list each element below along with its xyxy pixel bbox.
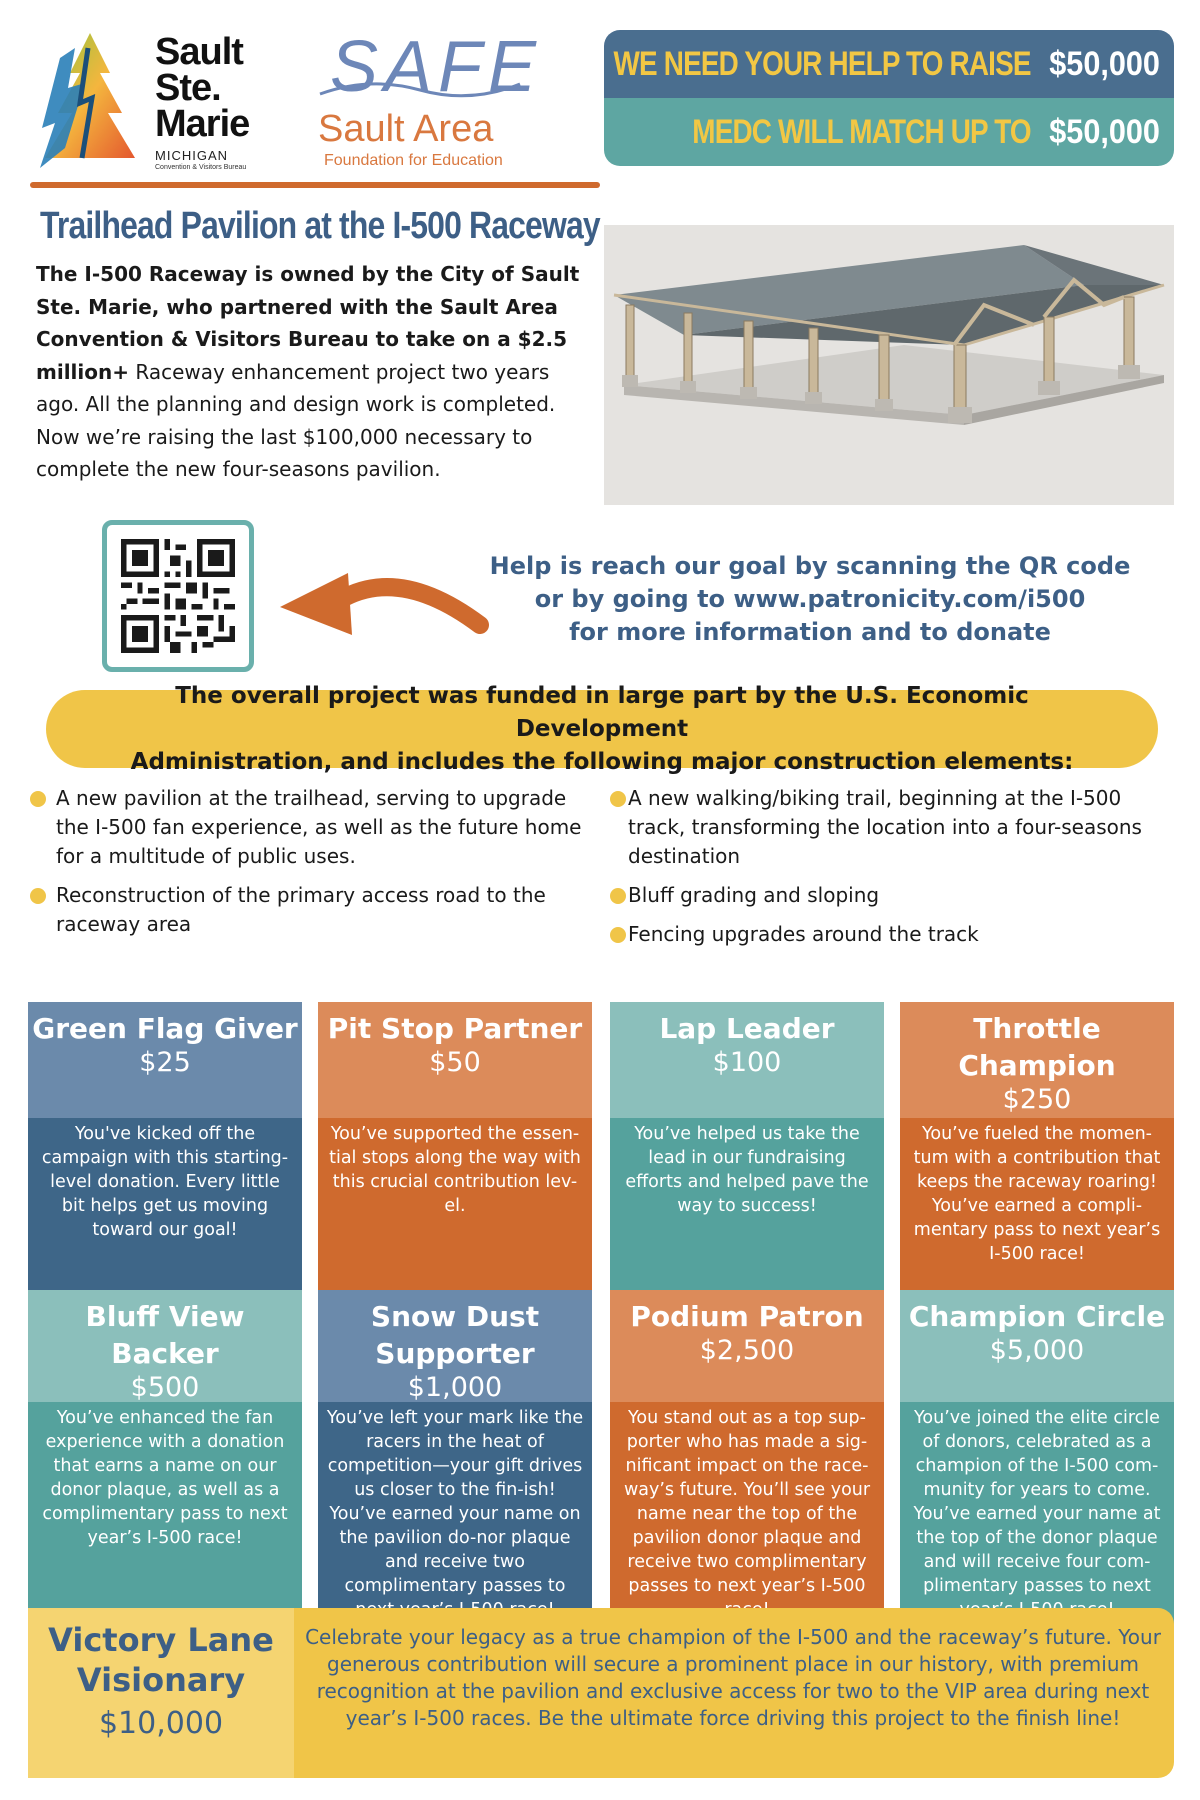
wave-icon [320, 76, 520, 106]
pavilion-illustration-icon [604, 225, 1174, 505]
tier-name: Snow Dust Supporter [370, 1300, 540, 1370]
tier-description: You’ve helped us take the lead in our fundraising efforts and helped pave the way to success! [610, 1118, 884, 1388]
bullet-text: Fencing upgrades around the track [628, 922, 979, 946]
safe-logo [310, 26, 543, 176]
victory-name-line-1: Victory Lane [48, 1621, 274, 1659]
pavilion-rendering [604, 225, 1174, 505]
pine-tree-logo-icon [30, 28, 150, 178]
intro-paragraph [36, 258, 596, 486]
bullet-icon [30, 791, 46, 807]
safe-wordmark: SAFE [330, 27, 543, 107]
match-text: MEDC WILL MATCH UP TO [692, 112, 1032, 151]
safe-tagline: Foundation for Education [324, 152, 503, 169]
victory-amount: $10,000 [98, 1706, 224, 1741]
tier-name: Throttle Champion [958, 1012, 1116, 1082]
tier-snow-dust-supporter [318, 1290, 592, 1596]
raise-banner [604, 30, 1174, 98]
bullet-text: A new walking/biking trail, beginning at the I-500 track, transforming the location into a four-seasons destination [628, 786, 1142, 868]
tier-amount: $250 [1002, 1084, 1072, 1115]
cta-line-2[interactable]: or by going to www.patronicity.com/i500 [534, 585, 1086, 613]
sault-ste-marie-logo [30, 28, 270, 178]
cta-line-1: Help is reach our goal by scanning the QR code [489, 552, 1131, 580]
tier-champion-circle [900, 1290, 1174, 1596]
victory-title-block [28, 1608, 294, 1778]
list-item [28, 784, 588, 871]
logo1-state: MICHIGAN [155, 148, 228, 163]
tier-name: Podium Patron [630, 1300, 864, 1333]
tier-description: You’ve supported the essen-tial stops along the way with this crucial contribution lev-el. [318, 1118, 592, 1388]
tier-amount: $5,000 [989, 1335, 1085, 1366]
qr-code[interactable] [102, 520, 254, 672]
tier-description: You’ve fueled the momen-tum with a contribution that keeps the raceway roaring! You’ve earned a compli-mentary pass to next year’s I-500 race! [900, 1118, 1174, 1388]
tier-victory-lane-visionary [28, 1608, 1174, 1778]
bullet-text: Reconstruction of the primary access road to the raceway area [56, 883, 546, 936]
tier-amount: $50 [429, 1047, 481, 1078]
tier-pit-stop-partner [318, 1002, 592, 1272]
page-title: Trailhead Pavilion at the I-500 Raceway [40, 205, 600, 247]
bullet-text: Bluff grading and sloping [628, 883, 880, 907]
bullet-text: A new pavilion at the trailhead, serving to upgrade the I-500 fan experience, as well as the future home for a multitude of public uses. [56, 786, 582, 868]
bullet-icon [30, 888, 46, 904]
safe-name: Sault Area [318, 108, 494, 150]
intro-bold-text: The I-500 Raceway is owned by the City of Sault Ste. Marie, who partnered with the Sault Area Convention & Visitors Bureau to take on a $2.5 million+ [36, 262, 580, 384]
victory-name-line-2: Visionary [76, 1661, 246, 1699]
raise-text: WE NEED YOUR HELP TO RAISE [613, 44, 1032, 83]
tier-amount: $100 [712, 1047, 782, 1078]
match-banner [604, 98, 1174, 166]
tier-name: Champion Circle [908, 1300, 1166, 1333]
tier-green-flag-giver [28, 1002, 302, 1272]
list-item [608, 920, 1168, 949]
tier-description: You stand out as a top sup-porter who has made a sig-nificant impact on the race-way’s future. You’ll see your name near the top of the pavilion donor plaque and receive two complimentary passes to next year’s I-500 [610, 1402, 884, 1698]
tier-amount: $2,500 [699, 1335, 795, 1366]
tier-lap-leader [610, 1002, 884, 1272]
logo1-line1: Sault [155, 31, 243, 73]
logo1-tagline: Convention & Visitors Bureau [155, 164, 247, 171]
tier-bluff-view-backer [28, 1290, 302, 1586]
tier-name: Pit Stop Partner [327, 1012, 583, 1045]
bullet-icon [610, 888, 626, 904]
bullet-icon [610, 791, 626, 807]
construction-elements-left [28, 784, 588, 949]
construction-elements-right [608, 784, 1168, 959]
list-item [608, 784, 1168, 871]
tier-description: You’ve enhanced the fan experience with a donation that earns a name on our donor plaque, as well as a complimentary pass to next year’s I-500 race! [28, 1402, 302, 1698]
logo1-line2: Ste. [155, 67, 221, 109]
donate-call-to-action [460, 550, 1160, 649]
tier-amount: $1,000 [407, 1372, 503, 1403]
funding-line-1: The overall project was funded in large part by the U.S. Economic Development [175, 682, 1029, 742]
tier-name: Green Flag Giver [32, 1012, 298, 1045]
list-item [28, 881, 588, 939]
list-item [608, 881, 1168, 910]
logo1-line3: Marie [155, 103, 250, 145]
match-amount: $50,000 [1049, 112, 1160, 151]
funding-line-2: Administration, and includes the following major construction elements: [130, 748, 1074, 775]
funding-banner [46, 682, 1158, 775]
tier-description: You’ve left your mark like the racers in the heat of competition—your gift drives us closer to the fin-ish! You’ve earned your name on the pavilion do-nor plaque and receive two complimentary passes to [318, 1402, 592, 1698]
victory-description: Celebrate your legacy as a true champion of the I-500 and the raceway’s future. Your generous contribution will secure a prominent place in our history, with premium recognition at the pavilion and exclusive access for two to the VIP area during next year’s I-500 races. Be the ultimate force driving this project to the finish line! [305, 1625, 1161, 1730]
tier-name: Bluff View Backer [85, 1300, 245, 1370]
raise-amount: $50,000 [1049, 44, 1160, 83]
tier-podium-patron [610, 1290, 884, 1596]
tier-throttle-champion [900, 1002, 1174, 1272]
tier-amount: $500 [130, 1372, 200, 1403]
header-divider [30, 182, 600, 188]
tier-description: You’ve joined the elite circle of donors, celebrated as a champion of the I-500 com-munity for years to come. You’ve earned your name at the top of the donor plaque and will receive four com-plimentary passes to next [900, 1402, 1174, 1698]
intro-body-text: Raceway enhancement project two years ago. All the planning and design work is completed. Now we’re raising the last $100,000 necessary to complete the new four-seasons pavilion. [36, 359, 556, 481]
cta-line-3: for more information and to donate [569, 618, 1051, 646]
tier-description: You've kicked off the campaign with this starting-level donation. Every little bit helps get us moving toward our goal! [28, 1118, 302, 1388]
tier-amount: $25 [139, 1047, 191, 1078]
bullet-icon [610, 927, 626, 943]
qr-code-icon [121, 539, 235, 653]
tier-name: Lap Leader [659, 1012, 835, 1045]
